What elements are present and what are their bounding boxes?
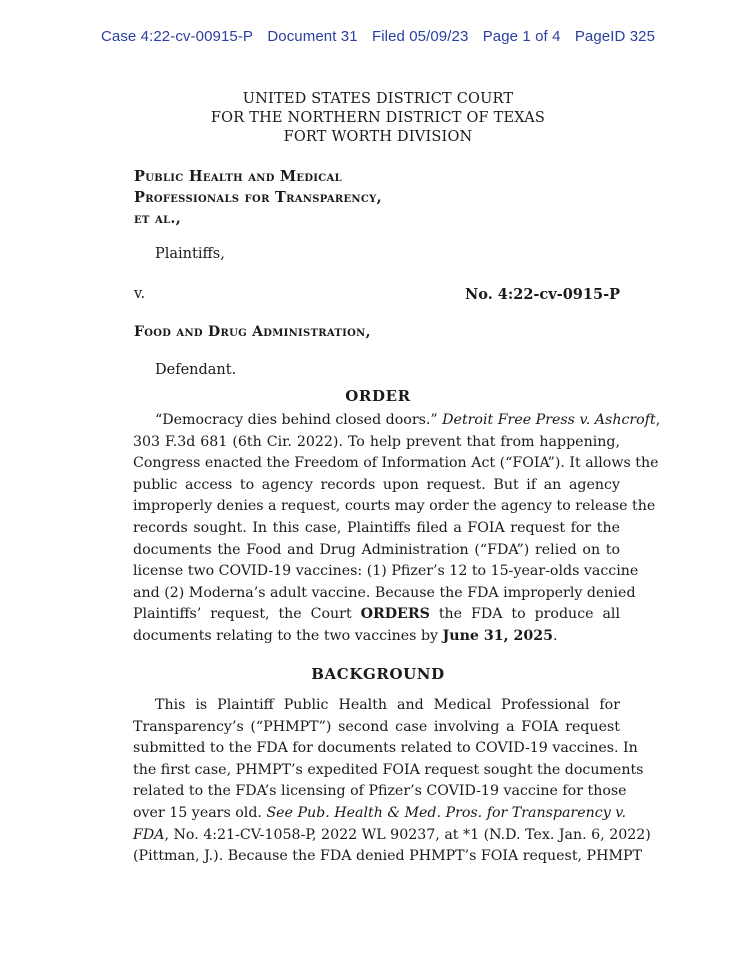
plaintiff-line-3: et al., bbox=[134, 210, 182, 227]
document-stamp: Document 31 bbox=[267, 28, 358, 45]
defendant-role: Defendant. bbox=[155, 362, 237, 378]
filed-stamp: Filed 05/09/23 bbox=[371, 28, 469, 45]
versus: v. bbox=[134, 286, 146, 302]
court-heading bbox=[0, 90, 756, 147]
order-line: Plaintiffs’ request, the Court ORDERS the FDA to produce all bbox=[133, 606, 620, 623]
background-line: FDA, No. 4:21-CV-1058-P, 2022 WL 90237, at *1 (N.D. Tex. Jan. 6, 2022) bbox=[133, 826, 651, 843]
background-line: the first case, PHMPT’s expedited FOIA request sought the documents bbox=[133, 761, 644, 778]
defendant-name: Food and Drug Administration, bbox=[134, 324, 371, 340]
case-stamp: Case 4:22-cv-00915-P bbox=[100, 28, 254, 45]
plaintiff-role: Plaintiffs, bbox=[155, 246, 225, 262]
order-line: improperly denies a request, courts may order the agency to release the bbox=[133, 498, 656, 515]
court-line-3: FORT WORTH DIVISION bbox=[283, 129, 473, 145]
pageid-stamp: PageID 325 bbox=[574, 28, 656, 45]
order-line: documents relating to the two vaccines by June 31, 2025. bbox=[133, 627, 558, 644]
court-line-2: FOR THE NORTHERN DISTRICT OF TEXAS bbox=[210, 110, 546, 126]
background-line: submitted to the FDA for documents related to COVID-19 vaccines. In bbox=[133, 740, 638, 757]
page-stamp: Page 1 of 4 bbox=[482, 28, 561, 45]
order-line: license two COVID-19 vaccines: (1) Pfizer’s 12 to 15-year-olds vaccine bbox=[133, 563, 639, 580]
background-line: related to the FDA’s licensing of Pfizer’s COVID-19 vaccine for those bbox=[133, 783, 627, 800]
plaintiff-line-2: Professionals for Transparency, bbox=[134, 189, 382, 206]
background-line: over 15 years old. See Pub. Health & Med. Pros. for Transparency v. bbox=[133, 804, 627, 821]
plaintiff-name bbox=[134, 166, 382, 229]
order-line: Congress enacted the Freedom of Information Act (“FOIA”). It allows the bbox=[133, 455, 659, 472]
case-number: No. 4:22-cv-0915-P bbox=[465, 286, 620, 303]
order-paragraph bbox=[133, 410, 661, 648]
filing-header bbox=[0, 28, 756, 45]
order-line: “Democracy dies behind closed doors.” Detroit Free Press v. Ashcroft, bbox=[155, 412, 661, 428]
order-title: ORDER bbox=[345, 387, 411, 405]
order-line: and (2) Moderna’s adult vaccine. Because the FDA improperly denied bbox=[133, 584, 636, 601]
background-line: Transparency’s (“PHMPT”) second case involving a FOIA request bbox=[133, 718, 620, 735]
order-line: 303 F.3d 681 (6th Cir. 2022). To help prevent that from happening, bbox=[133, 433, 620, 450]
court-line-1: UNITED STATES DISTRICT COURT bbox=[242, 91, 514, 107]
background-paragraph bbox=[133, 695, 651, 868]
background-line: This is Plaintiff Public Health and Medical Professional for bbox=[155, 697, 620, 713]
order-line: documents the Food and Drug Administration (“FDA”) relied on to bbox=[133, 541, 620, 558]
background-title: BACKGROUND bbox=[311, 665, 445, 683]
background-line: (Pittman, J.). Because the FDA denied PHMPT’s FOIA request, PHMPT bbox=[133, 848, 642, 865]
order-line: records sought. In this case, Plaintiffs filed a FOIA request for the bbox=[133, 519, 620, 536]
plaintiff-line-1: Public Health and Medical bbox=[134, 168, 342, 185]
order-line: public access to agency records upon request. But if an agency bbox=[133, 476, 620, 493]
